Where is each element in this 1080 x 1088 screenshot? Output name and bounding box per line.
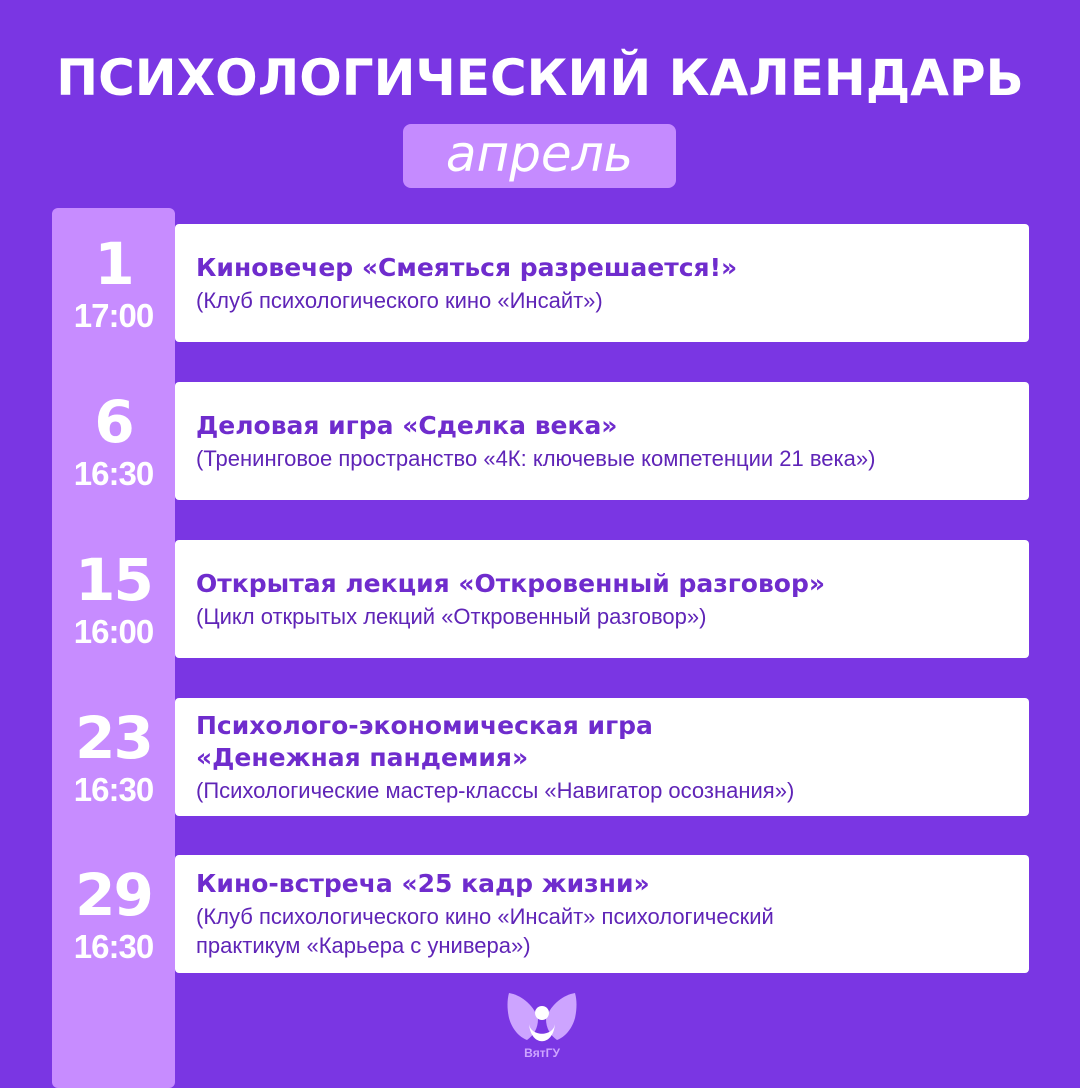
event-row[interactable] bbox=[52, 540, 1029, 658]
event-time: 17:00 bbox=[73, 297, 154, 334]
event-time: 16:30 bbox=[73, 928, 154, 965]
university-logo-icon bbox=[503, 989, 581, 1051]
event-card[interactable] bbox=[175, 224, 1029, 342]
event-subtitle: (Психологические мастер-классы «Навигатор осознания») bbox=[196, 777, 795, 803]
logo-center-dot-icon bbox=[535, 1006, 549, 1020]
event-card[interactable] bbox=[175, 540, 1029, 658]
university-logo bbox=[503, 989, 581, 1069]
event-date bbox=[52, 382, 175, 500]
event-row[interactable] bbox=[52, 698, 1029, 816]
logo-text: ВятГУ bbox=[524, 1046, 560, 1060]
event-date bbox=[52, 698, 175, 816]
event-time: 16:30 bbox=[73, 455, 154, 492]
event-card[interactable] bbox=[175, 698, 1029, 816]
event-card[interactable] bbox=[175, 382, 1029, 500]
event-day: 29 bbox=[75, 861, 152, 929]
event-date bbox=[52, 540, 175, 658]
event-subtitle: (Клуб психологического кино «Инсайт» психологический практикум «Карьера с универа») bbox=[196, 904, 774, 958]
month-badge bbox=[403, 124, 676, 188]
event-title: Открытая лекция «Откровенный разговор» bbox=[196, 568, 826, 598]
month-label: апрель bbox=[445, 125, 634, 183]
event-date bbox=[52, 224, 175, 342]
event-time: 16:30 bbox=[73, 771, 154, 808]
event-time: 16:00 bbox=[73, 613, 154, 650]
event-subtitle: (Цикл открытых лекций «Откровенный разговор») bbox=[196, 603, 707, 629]
event-day: 6 bbox=[94, 388, 133, 456]
event-day: 15 bbox=[75, 546, 152, 614]
event-day: 1 bbox=[94, 230, 133, 298]
event-title: Психолого-экономическая игра «Денежная пандемия» bbox=[196, 710, 653, 772]
event-title: Деловая игра «Сделка века» bbox=[196, 410, 618, 440]
event-day: 23 bbox=[75, 704, 152, 772]
event-row[interactable] bbox=[52, 855, 1029, 973]
event-date bbox=[52, 855, 175, 973]
event-title: Киновечер «Смеяться разрешается!» bbox=[196, 252, 738, 282]
event-subtitle: (Клуб психологического кино «Инсайт») bbox=[196, 287, 603, 313]
event-subtitle: (Тренинговое пространство «4К: ключевые компетенции 21 века») bbox=[196, 445, 876, 471]
event-row[interactable] bbox=[52, 382, 1029, 500]
event-card[interactable] bbox=[175, 855, 1029, 973]
calendar-title: ПСИХОЛОГИЧЕСКИЙ КАЛЕНДАРЬ bbox=[56, 49, 1024, 107]
event-row[interactable] bbox=[52, 224, 1029, 342]
event-title: Кино-встреча «25 кадр жизни» bbox=[196, 869, 650, 898]
